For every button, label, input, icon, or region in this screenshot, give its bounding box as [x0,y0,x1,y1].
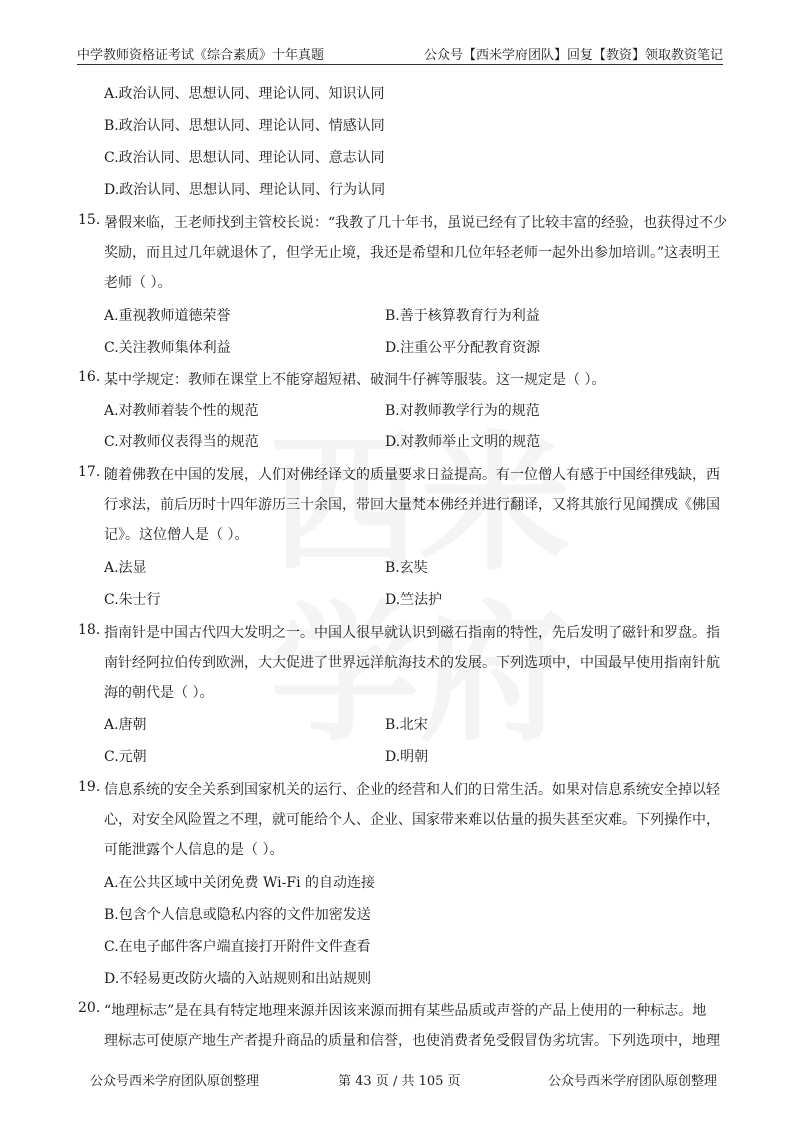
q14-option-b[interactable]: B.政治认同、思想认同、理论认同、情感认同 [104,118,385,134]
q17-option-b[interactable]: B.玄奘 [385,560,428,576]
q17-number: 17. [78,464,101,480]
q19-number: 19. [78,779,101,795]
q19-stem-line: 心，对安全风险置之不理，就可能给个人、企业、国家带来难以估量的损失甚至灾难。下列操作中， [104,812,720,828]
q17-stem-line: 记》。这位僧人是（ ）。 [104,527,249,543]
q17-option-d[interactable]: D.竺法护 [385,592,443,608]
q18-option-d[interactable]: D.明朝 [385,749,429,765]
q18-stem-line: 指南针是中国古代四大发明之一。中国人很早就认识到磁石指南的特性，先后发明了磁针和罗盘。指 [104,625,720,641]
q16-option-a[interactable]: A.对教师着装个性的规范 [104,403,259,419]
q16-option-b[interactable]: B.对教师教学行为的规范 [385,403,540,419]
q15-option-b[interactable]: B.善于核算教育行为利益 [385,308,540,324]
q15-stem-line: 奖励，而且过几年就退休了，但学无止境，我还是希望和几位年轻老师一起外出参加培训。”这表明王 [104,245,721,261]
page-number: 第 43 页 / 共 105 页 [338,1074,461,1089]
q15-stem-line: 老师（ ）。 [104,275,172,291]
q17-option-c[interactable]: C.朱士行 [104,592,161,608]
q18-stem-line: 海的朝代是（ ）。 [104,685,214,701]
q18-number: 18. [78,622,101,638]
header-title: 中学教师资格证考试《综合素质》十年真题 [77,48,325,63]
q15-number: 15. [78,212,101,228]
q19-option-b[interactable]: B.包含个人信息或隐私内容的文件加密发送 [104,907,371,923]
q16-option-c[interactable]: C.对教师仪表得当的规范 [104,434,259,450]
footer-right: 公众号西米学府团队原创整理 [548,1074,718,1089]
q17-option-a[interactable]: A.法显 [104,560,147,576]
q17-stem-line: 行求法，前后历时十四年游历三十余国，带回大量梵本佛经并进行翻译，又将其旅行见闻撰成《佛国 [104,497,720,513]
header-promo: 公众号【西米学府团队】回复【教资】领取教资笔记 [423,48,723,63]
q20-stem-line: 理标志可使原产地生产者提升商品的质量和信誉，也使消费者免受假冒伪劣坑害。下列选项中，地理 [104,1033,720,1049]
footer-left: 公众号西米学府团队原创整理 [90,1074,260,1089]
q16-stem-line: 某中学规定：教师在课堂上不能穿超短裙、破洞牛仔裤等服装。这一规定是（ ）。 [104,372,606,388]
q14-option-a[interactable]: A.政治认同、思想认同、理论认同、知识认同 [104,86,385,102]
q18-option-b[interactable]: B.北宋 [385,717,428,733]
q14-option-c[interactable]: C.政治认同、思想认同、理论认同、意志认同 [104,150,385,166]
q18-stem-line: 南针经阿拉伯传到欧洲，大大促进了世界远洋航海技术的发展。下列选项中，中国最早使用指南针航 [104,655,720,671]
q16-option-d[interactable]: D.对教师举止文明的规范 [385,434,541,450]
q20-stem-line: “地理标志”是在具有特定地理来源并因该来源而拥有某些品质或声誉的产品上使用的一种标志。地 [104,1003,707,1019]
q19-option-c[interactable]: C.在电子邮件客户端直接打开附件文件查看 [104,939,371,955]
q15-stem-line: 暑假来临，王老师找到主管校长说：“我教了几十年书，虽说已经有了比较丰富的经验，也获得过不少 [104,215,728,231]
q19-stem-line: 信息系统的安全关系到国家机关的运行、企业的经营和人们的日常生活。如果对信息系统安全掉以轻 [104,782,720,798]
q15-option-a[interactable]: A.重视教师道德荣誉 [104,308,231,324]
q17-stem-line: 随着佛教在中国的发展，人们对佛经译文的质量要求日益提高。有一位僧人有感于中国经律残缺，西 [104,467,720,483]
q20-number: 20. [78,1000,101,1016]
q15-option-c[interactable]: C.关注教师集体利益 [104,340,231,356]
q16-number: 16. [78,369,101,385]
q15-option-d[interactable]: D.注重公平分配教育资源 [385,340,541,356]
q18-option-a[interactable]: A.唐朝 [104,717,147,733]
q19-option-a[interactable]: A.在公共区域中关闭免费 Wi-Fi 的自动连接 [104,875,376,891]
q18-option-c[interactable]: C.元朝 [104,749,147,765]
q19-stem-line: 可能泄露个人信息的是（ ）。 [104,842,284,858]
q14-option-d[interactable]: D.政治认同、思想认同、理论认同、行为认同 [104,182,386,198]
q19-option-d[interactable]: D.不轻易更改防火墙的入站规则和出站规则 [104,971,372,987]
